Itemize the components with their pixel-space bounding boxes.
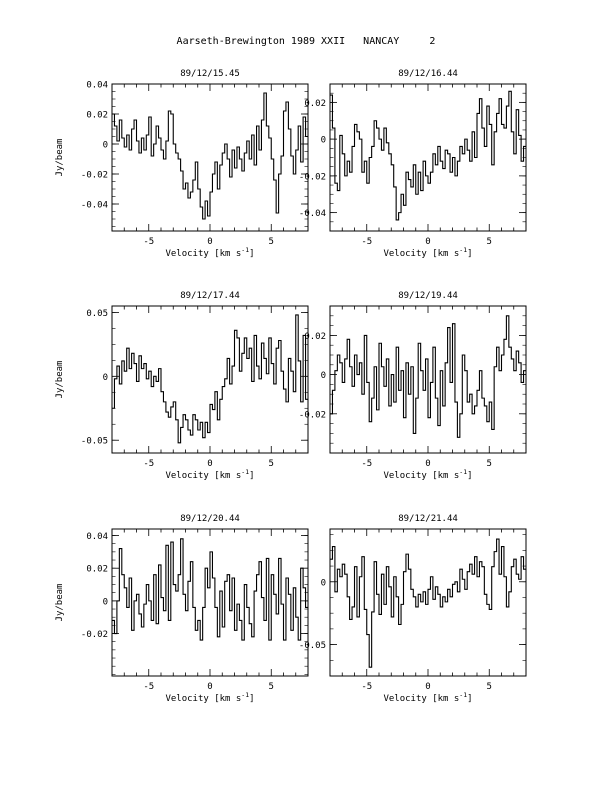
x-axis-label-end: ]	[467, 694, 473, 704]
y-tick-label: -0.02	[298, 172, 326, 183]
x-axis-label-sup: -1	[241, 691, 250, 699]
y-tick-label: 0.02	[86, 110, 108, 121]
x-axis-label-text: Velocity [km s	[383, 471, 460, 481]
x-axis-label-end: ]	[249, 471, 255, 481]
x-axis-label	[383, 691, 472, 704]
y-tick-label: -0.02	[80, 170, 108, 181]
x-axis-label-text: Velocity [km s	[383, 694, 460, 704]
panel-title: 89/12/17.44	[180, 291, 240, 301]
y-tick-label: 0	[102, 372, 108, 383]
plot-frame	[330, 84, 526, 231]
x-tick-label: 0	[425, 459, 431, 469]
x-tick-label: -5	[361, 682, 373, 692]
y-axis-label: Jy/beam	[55, 583, 65, 622]
panel-3	[55, 291, 308, 481]
x-tick-label: -5	[143, 459, 155, 469]
x-axis-label-sup: -1	[459, 468, 468, 476]
x-axis-label-text: Velocity [km s	[383, 249, 460, 259]
x-tick-label: 0	[207, 237, 213, 247]
x-axis-label	[165, 691, 254, 704]
panel-2	[299, 69, 526, 259]
x-axis-label-text: Velocity [km s	[165, 249, 242, 259]
x-tick-label: 5	[486, 459, 492, 469]
spectrum-series	[330, 539, 526, 667]
panel-title: 89/12/21.44	[398, 514, 458, 524]
x-tick-label: 5	[268, 459, 274, 469]
x-axis-label-text: Velocity [km s	[165, 694, 242, 704]
x-tick-label: 0	[425, 682, 431, 692]
y-tick-label: 0.05	[86, 308, 108, 319]
y-tick-label: -0.05	[298, 641, 326, 652]
x-tick-label: 0	[207, 459, 213, 469]
x-tick-label: 5	[486, 682, 492, 692]
x-axis-label-text: Velocity [km s	[165, 471, 242, 481]
x-axis-label	[165, 468, 254, 481]
y-tick-label: 0.02	[304, 98, 326, 109]
x-axis-label	[383, 246, 472, 259]
x-tick-label: 0	[425, 237, 431, 247]
y-tick-label: -0.05	[80, 436, 108, 447]
spectrum-series	[112, 539, 308, 640]
y-tick-label: -0.02	[298, 410, 326, 421]
x-axis-label-end: ]	[467, 249, 473, 259]
y-tick-label: 0	[320, 371, 326, 382]
x-axis-label-sup: -1	[459, 691, 468, 699]
x-tick-label: -5	[143, 237, 155, 247]
y-tick-label: 0	[102, 597, 108, 608]
panel-1	[55, 69, 308, 259]
spectrum-series	[330, 91, 526, 220]
x-tick-label: 0	[207, 682, 213, 692]
x-axis-label-end: ]	[249, 249, 255, 259]
panel-title: 89/12/19.44	[398, 291, 458, 301]
panel-title: 89/12/15.45	[180, 69, 240, 79]
x-axis-label-sup: -1	[459, 246, 468, 254]
panel-5	[55, 514, 308, 704]
y-tick-label: 0.02	[86, 564, 108, 575]
panel-6	[299, 514, 526, 704]
y-axis-label: Jy/beam	[55, 138, 65, 177]
y-tick-label: -0.04	[298, 209, 326, 220]
panel-4	[299, 291, 526, 481]
spectrum-series	[112, 93, 308, 219]
y-tick-label: 0	[320, 578, 326, 589]
x-tick-label: -5	[361, 237, 373, 247]
panel-title: 89/12/20.44	[180, 514, 240, 524]
x-axis-label-end: ]	[249, 694, 255, 704]
x-axis-label-end: ]	[467, 471, 473, 481]
x-axis-label-sup: -1	[241, 246, 250, 254]
y-tick-label: 0.02	[304, 331, 326, 342]
x-axis-label	[165, 246, 254, 259]
y-tick-label: 0	[102, 140, 108, 151]
x-tick-label: -5	[361, 459, 373, 469]
x-axis-label-sup: -1	[241, 468, 250, 476]
x-tick-label: -5	[143, 682, 155, 692]
spectrum-series	[330, 316, 526, 438]
y-axis-label: Jy/beam	[55, 360, 65, 399]
y-tick-label: -0.04	[80, 200, 108, 211]
y-tick-label: 0.04	[86, 532, 108, 543]
x-tick-label: 5	[268, 682, 274, 692]
x-tick-label: 5	[268, 237, 274, 247]
y-tick-label: 0.04	[86, 80, 108, 91]
x-tick-label: 5	[486, 237, 492, 247]
x-axis-label	[383, 468, 472, 481]
panel-title: 89/12/16.44	[398, 69, 458, 79]
y-tick-label: 0	[320, 135, 326, 146]
spectrum-series	[112, 315, 308, 443]
y-tick-label: -0.02	[80, 630, 108, 641]
page-title: Aarseth-Brewington 1989 XXII NANCAY 2	[176, 36, 436, 47]
